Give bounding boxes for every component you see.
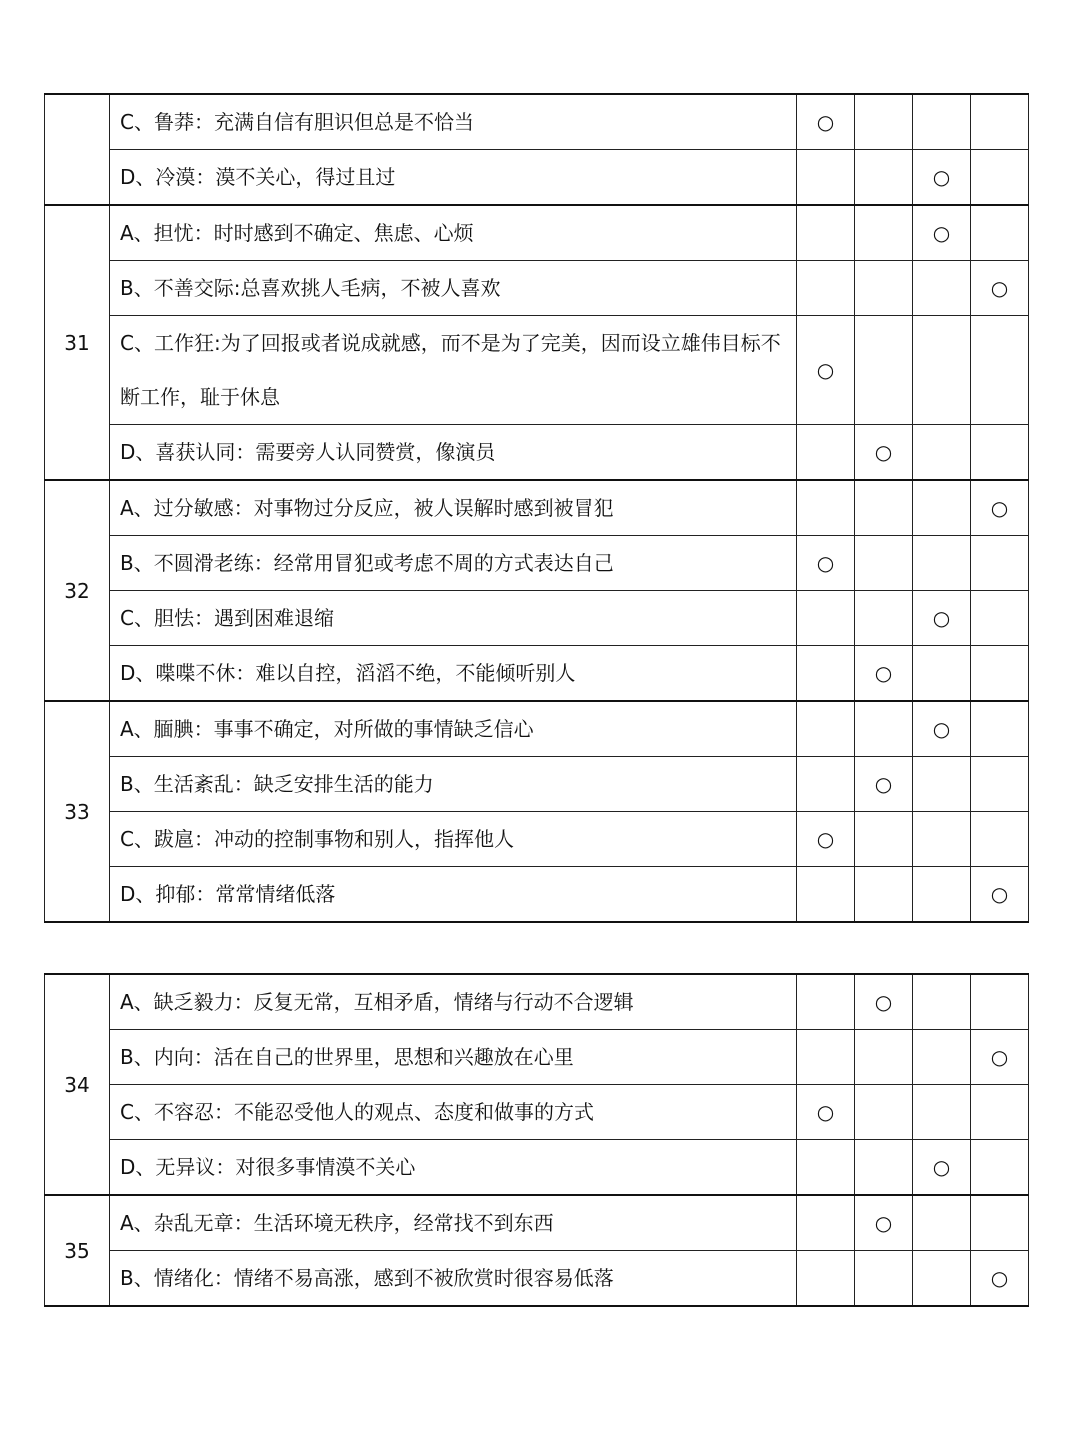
option-text: A、腼腆：事事不确定，对所做的事情缺乏信心: [110, 701, 797, 757]
option-row: [45, 425, 1029, 481]
option-row: [45, 316, 1029, 425]
option-row: [45, 480, 1029, 536]
mark-cell-3[interactable]: [913, 1251, 971, 1307]
circle-mark: ○: [816, 1100, 835, 1124]
circle-mark: ○: [816, 110, 835, 134]
option-row: [45, 150, 1029, 206]
mark-cell-1[interactable]: [797, 812, 855, 867]
mark-cell-3[interactable]: [913, 812, 971, 867]
mark-cell-4[interactable]: [971, 425, 1029, 481]
circle-mark: ○: [874, 772, 893, 796]
mark-cell-1[interactable]: [797, 1195, 855, 1251]
mark-cell-3[interactable]: [913, 205, 971, 261]
mark-cell-4[interactable]: [971, 1195, 1029, 1251]
mark-cell-3[interactable]: [913, 1085, 971, 1140]
option-text: B、生活紊乱：缺乏安排生活的能力: [110, 757, 797, 812]
option-text: D、抑郁：常常情绪低落: [110, 867, 797, 923]
mark-cell-4[interactable]: [971, 1251, 1029, 1307]
mark-cell-1[interactable]: [797, 205, 855, 261]
mark-cell-4[interactable]: [971, 701, 1029, 757]
mark-cell-4[interactable]: [971, 1085, 1029, 1140]
circle-mark: ○: [990, 496, 1009, 520]
mark-cell-1[interactable]: [797, 867, 855, 923]
mark-cell-1[interactable]: [797, 261, 855, 316]
option-row: [45, 1195, 1029, 1251]
mark-cell-2[interactable]: [855, 757, 913, 812]
option-text: C、鲁莽：充满自信有胆识但总是不恰当: [110, 94, 797, 150]
circle-mark: ○: [990, 1266, 1009, 1290]
circle-mark: ○: [874, 1211, 893, 1235]
option-row: [45, 1030, 1029, 1085]
mark-cell-1[interactable]: [797, 94, 855, 150]
circle-mark: ○: [874, 990, 893, 1014]
option-text: C、胆怯：遇到困难退缩: [110, 591, 797, 646]
mark-cell-3[interactable]: [913, 974, 971, 1030]
mark-cell-4[interactable]: [971, 591, 1029, 646]
mark-cell-3[interactable]: [913, 536, 971, 591]
mark-cell-1[interactable]: [797, 591, 855, 646]
option-text: C、工作狂:为了回报或者说成就感，而不是为了完美，因而设立雄伟目标不断工作，耻于休息: [110, 316, 797, 425]
mark-cell-3[interactable]: [913, 646, 971, 702]
mark-cell-1[interactable]: [797, 1140, 855, 1196]
circle-mark: ○: [932, 221, 951, 245]
question-number: [45, 94, 110, 205]
option-row: [45, 1140, 1029, 1196]
mark-cell-2[interactable]: [855, 94, 913, 150]
circle-mark: ○: [816, 551, 835, 575]
mark-cell-3[interactable]: [913, 591, 971, 646]
mark-cell-2[interactable]: [855, 425, 913, 481]
circle-mark: ○: [874, 661, 893, 685]
option-text: D、无异议：对很多事情漠不关心: [110, 1140, 797, 1196]
option-row: [45, 591, 1029, 646]
mark-cell-1[interactable]: [797, 480, 855, 536]
circle-mark: ○: [990, 1045, 1009, 1069]
mark-cell-2[interactable]: [855, 316, 913, 425]
circle-mark: ○: [816, 358, 835, 382]
mark-cell-2[interactable]: [855, 150, 913, 206]
circle-mark: ○: [932, 165, 951, 189]
option-text: C、跋扈：冲动的控制事物和别人，指挥他人: [110, 812, 797, 867]
mark-cell-2[interactable]: [855, 701, 913, 757]
mark-cell-1[interactable]: [797, 316, 855, 425]
table-1-body: [45, 94, 1029, 922]
option-text: A、担忧：时时感到不确定、焦虑、心烦: [110, 205, 797, 261]
option-row: [45, 974, 1029, 1030]
mark-cell-4[interactable]: [971, 867, 1029, 923]
mark-cell-2[interactable]: [855, 867, 913, 923]
question-number: 32: [45, 480, 110, 701]
mark-cell-3[interactable]: [913, 1030, 971, 1085]
mark-cell-2[interactable]: [855, 974, 913, 1030]
mark-cell-1[interactable]: [797, 646, 855, 702]
mark-cell-3[interactable]: [913, 757, 971, 812]
question-number: 35: [45, 1195, 110, 1306]
circle-mark: ○: [816, 827, 835, 851]
mark-cell-4[interactable]: [971, 94, 1029, 150]
mark-cell-4[interactable]: [971, 261, 1029, 316]
mark-cell-4[interactable]: [971, 1030, 1029, 1085]
mark-cell-3[interactable]: [913, 94, 971, 150]
circle-mark: ○: [932, 1155, 951, 1179]
option-row: [45, 1085, 1029, 1140]
question-number: 31: [45, 205, 110, 480]
table-2-body: [45, 974, 1029, 1306]
questionnaire-table-2: [44, 973, 1029, 1307]
option-row: [45, 536, 1029, 591]
circle-mark: ○: [990, 276, 1009, 300]
option-text: D、冷漠：漠不关心，得过且过: [110, 150, 797, 206]
mark-cell-3[interactable]: [913, 150, 971, 206]
mark-cell-4[interactable]: [971, 646, 1029, 702]
option-text: B、内向：活在自己的世界里，思想和兴趣放在心里: [110, 1030, 797, 1085]
mark-cell-1[interactable]: [797, 1030, 855, 1085]
mark-cell-1[interactable]: [797, 150, 855, 206]
option-row: [45, 701, 1029, 757]
mark-cell-4[interactable]: [971, 812, 1029, 867]
mark-cell-3[interactable]: [913, 1195, 971, 1251]
option-text: D、喜获认同：需要旁人认同赞赏，像演员: [110, 425, 797, 481]
mark-cell-4[interactable]: [971, 757, 1029, 812]
mark-cell-4[interactable]: [971, 480, 1029, 536]
option-row: [45, 94, 1029, 150]
mark-cell-2[interactable]: [855, 1251, 913, 1307]
circle-mark: ○: [932, 606, 951, 630]
option-row: [45, 812, 1029, 867]
mark-cell-2[interactable]: [855, 812, 913, 867]
mark-cell-3[interactable]: [913, 425, 971, 481]
mark-cell-1[interactable]: [797, 1085, 855, 1140]
mark-cell-2[interactable]: [855, 536, 913, 591]
mark-cell-2[interactable]: [855, 480, 913, 536]
option-row: [45, 1251, 1029, 1307]
mark-cell-3[interactable]: [913, 480, 971, 536]
mark-cell-4[interactable]: [971, 205, 1029, 261]
mark-cell-1[interactable]: [797, 1251, 855, 1307]
option-text: B、不善交际:总喜欢挑人毛病，不被人喜欢: [110, 261, 797, 316]
mark-cell-2[interactable]: [855, 1085, 913, 1140]
mark-cell-1[interactable]: [797, 974, 855, 1030]
mark-cell-3[interactable]: [913, 261, 971, 316]
mark-cell-4[interactable]: [971, 974, 1029, 1030]
option-text: A、缺乏毅力：反复无常，互相矛盾，情绪与行动不合逻辑: [110, 974, 797, 1030]
mark-cell-4[interactable]: [971, 1140, 1029, 1196]
option-row: [45, 261, 1029, 316]
option-row: [45, 757, 1029, 812]
option-text: A、杂乱无章：生活环境无秩序，经常找不到东西: [110, 1195, 797, 1251]
option-text: D、喋喋不休：难以自控，滔滔不绝，不能倾听别人: [110, 646, 797, 702]
mark-cell-3[interactable]: [913, 701, 971, 757]
mark-cell-1[interactable]: [797, 425, 855, 481]
circle-mark: ○: [874, 440, 893, 464]
mark-cell-4[interactable]: [971, 150, 1029, 206]
mark-cell-3[interactable]: [913, 1140, 971, 1196]
question-number: 34: [45, 974, 110, 1195]
mark-cell-4[interactable]: [971, 316, 1029, 425]
mark-cell-1[interactable]: [797, 757, 855, 812]
mark-cell-2[interactable]: [855, 1030, 913, 1085]
circle-mark: ○: [932, 717, 951, 741]
mark-cell-2[interactable]: [855, 1195, 913, 1251]
questionnaire-table-1: [44, 93, 1029, 923]
option-row: [45, 867, 1029, 923]
mark-cell-1[interactable]: [797, 701, 855, 757]
mark-cell-2[interactable]: [855, 205, 913, 261]
mark-cell-4[interactable]: [971, 536, 1029, 591]
mark-cell-2[interactable]: [855, 1140, 913, 1196]
option-row: [45, 646, 1029, 702]
mark-cell-2[interactable]: [855, 591, 913, 646]
option-row: [45, 205, 1029, 261]
mark-cell-2[interactable]: [855, 261, 913, 316]
mark-cell-3[interactable]: [913, 316, 971, 425]
option-text: B、情绪化：情绪不易高涨，感到不被欣赏时很容易低落: [110, 1251, 797, 1307]
circle-mark: ○: [990, 882, 1009, 906]
mark-cell-1[interactable]: [797, 536, 855, 591]
option-text: C、不容忍：不能忍受他人的观点、态度和做事的方式: [110, 1085, 797, 1140]
option-text: A、过分敏感：对事物过分反应，被人误解时感到被冒犯: [110, 480, 797, 536]
question-number: 33: [45, 701, 110, 922]
mark-cell-2[interactable]: [855, 646, 913, 702]
option-text: B、不圆滑老练：经常用冒犯或考虑不周的方式表达自己: [110, 536, 797, 591]
mark-cell-3[interactable]: [913, 867, 971, 923]
